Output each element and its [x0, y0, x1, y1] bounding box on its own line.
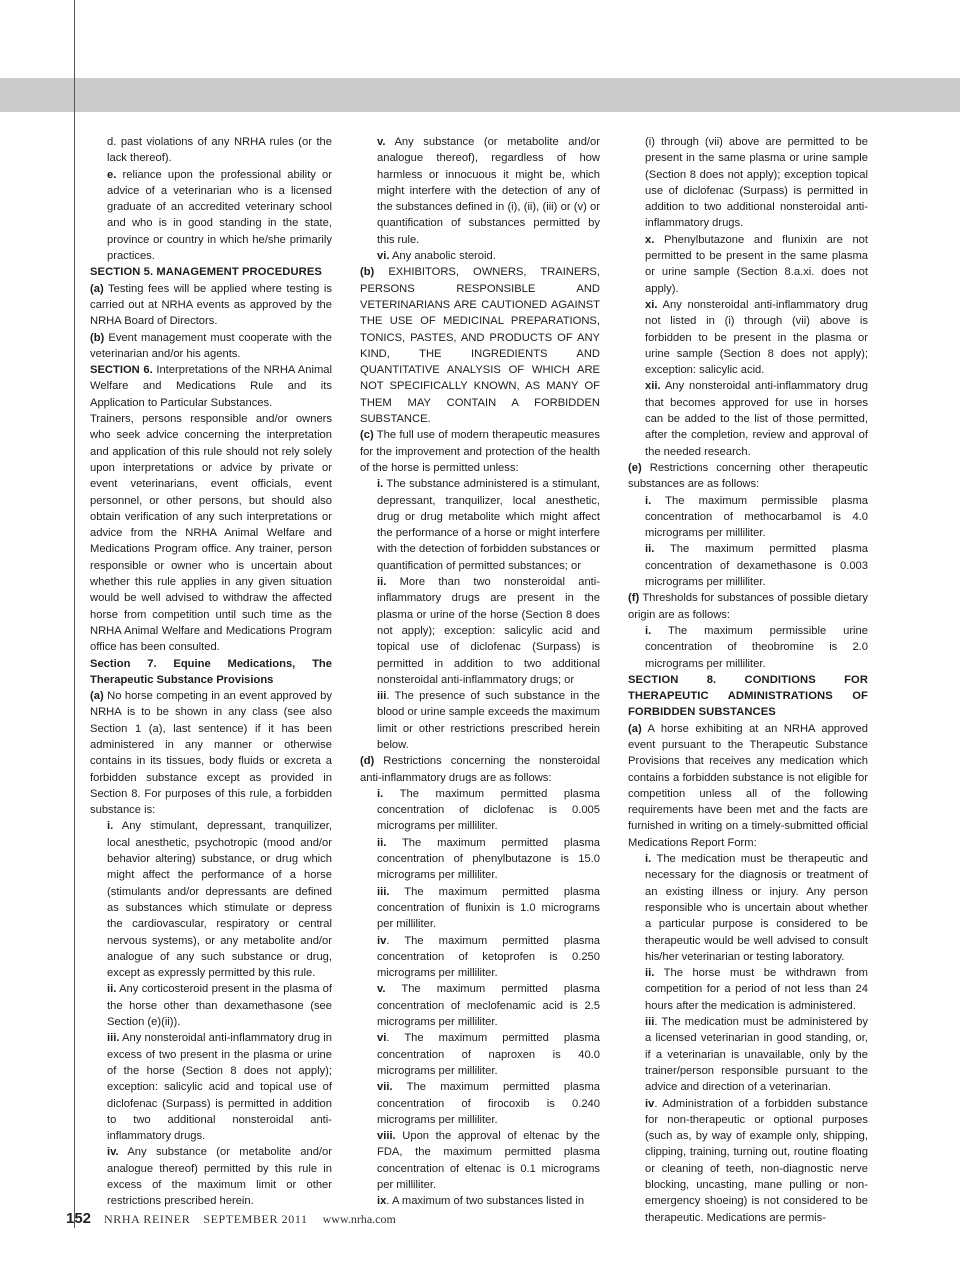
- text: Any anabolic steroid.: [389, 250, 496, 263]
- label: i.: [107, 820, 114, 833]
- paragraph-5b: [90, 330, 332, 363]
- label: iii.: [377, 885, 390, 898]
- section-6-heading: [90, 362, 332, 411]
- paragraph-7d: [360, 753, 600, 786]
- label: SECTION 6.: [90, 364, 153, 377]
- paragraph-8a-ii: [628, 965, 868, 1014]
- paragraph-8a: [628, 721, 868, 851]
- paragraph-7d-xii: [628, 378, 868, 459]
- text: . A maximum of two substances listed in: [386, 1195, 585, 1208]
- paragraph-7f-i: [628, 623, 868, 672]
- text: Any corticosteroid present in the plasma of the horse other than dexamethasone (see Section (e)(ii)).: [107, 983, 332, 1029]
- label: iv: [377, 934, 387, 947]
- text: The maximum permitted plasma concentration of diclofenac is 0.005 micrograms per milliliter.: [377, 787, 600, 833]
- text: Any substance (or metabolite and/or analogue thereof) permitted by this rule in excess of the maximum limit or other restrictions prescribed herein.: [107, 1146, 332, 1208]
- label: (b): [90, 331, 105, 344]
- label: iii: [377, 690, 387, 703]
- text: The maximum permissible plasma concentration of methocarbamol is 4.0 micrograms per milliliter.: [645, 494, 868, 540]
- label: (a): [90, 690, 104, 703]
- paragraph-7d-ii: [360, 835, 600, 884]
- margin-rule: [74, 0, 75, 1228]
- paragraph-7c: [360, 427, 600, 476]
- section-6-body: Trainers, persons responsible and/or owners who seek advice concerning the interpretation and application of this rule should not rely solely upon interpretations or advice by private or event veterinarians, event officials, event personnel, or other persons, but should also obtain verification of any such interpretations or advice from the NRHA Animal Welfare and Medications Program office. Any trainer, person responsible or owner who is uncertain about whether this rule applies in any given situation would be well advised to withdraw the affected horse from competition until such time as the NRHA Animal Welfare and Medications Program office has been consulted.: [90, 413, 332, 654]
- paragraph-7a-vi: [360, 248, 600, 264]
- label: i.: [645, 853, 652, 866]
- paragraph-5a: [90, 281, 332, 330]
- text: Restrictions concerning the nonsteroidal anti-inflammatory drugs are as follows:: [360, 755, 600, 784]
- label: iii.: [107, 1032, 120, 1045]
- label: ii.: [107, 983, 117, 996]
- label: vii.: [377, 1081, 393, 1094]
- text: reliance upon the professional ability or advice of a veterinarian who is a licensed graduate of an accredited veterinary school and who is in good standing in the state, province or country in which he/she primarily practices.: [107, 168, 332, 263]
- label: i.: [377, 478, 384, 491]
- paragraph-7d-i: [360, 786, 600, 835]
- text: The maximum permissible urine concentration of theobromine is 2.0 micrograms per milliliter.: [645, 624, 868, 670]
- paragraph-7a-iv: [90, 1144, 332, 1209]
- text: The medication must be therapeutic and necessary for the diagnosis or treatment of an existing illness or injury. Any person responsible who is uncertain about whether a particular purpose is considered to be therapeutic would be well advised to consult his/her veterinarian or testing laboratory.: [645, 853, 868, 963]
- paragraph-7d-v: [360, 981, 600, 1030]
- label: vi.: [377, 250, 390, 263]
- label: i.: [645, 494, 652, 507]
- label: ii.: [377, 576, 387, 589]
- label: ii.: [645, 543, 655, 556]
- text: d. past violations of any NRHA rules (or the lack thereof).: [107, 136, 332, 165]
- section-5-heading: SECTION 5. MANAGEMENT PROCEDURES: [90, 266, 322, 279]
- label: ii.: [645, 967, 655, 980]
- paragraph-7a-v: [360, 134, 600, 248]
- column-2: [360, 134, 600, 1210]
- label: i.: [377, 787, 384, 800]
- text: Any substance (or metabolite and/or analogue thereof), regardless of how harmless or innocuous it might be, which might interfere with the detection of any of the substances defined in (i), (ii), (iii) or (v) or quantification of substances permitted by this rule.: [377, 136, 600, 246]
- label: xi.: [645, 298, 658, 311]
- text: . The presence of such substance in the blood or urine sample exceeds the maximum limit or other restrictions prescribed herein below.: [377, 690, 600, 751]
- text: Thresholds for substances of possible dietary origin are as follows:: [628, 592, 868, 621]
- text: Any nonsteroidal anti-inflammatory drug not listed in (i) through (vii) above is forbidden to be present in the plasma or urine sample (Section 8 does not apply); exception: salicylic acid.: [645, 298, 868, 377]
- label: v.: [377, 983, 386, 996]
- text: The maximum permitted plasma concentration of meclofenamic acid is 2.5 micrograms per milliliter.: [377, 983, 600, 1029]
- publication-name: NRHA REINER: [104, 1212, 191, 1226]
- text: . The medication must be administered by a licensed veterinarian in good standing, or, if a veterinarian is unavailable, only by the trainer/person responsible pursuant to the advice and direction of a veterinarian.: [645, 1016, 868, 1094]
- website-link[interactable]: www.nrha.com: [322, 1212, 396, 1226]
- header-band: [0, 78, 960, 112]
- label: viii.: [377, 1130, 396, 1143]
- text: Any stimulant, depressant, tranquilizer, local anesthetic, psychotropic (mood and/or behavior altering) substance, or drug which might affect the performance of a horse (stimulants and/or depressants are defined as substances which stimulate or depress the cardiovascular, respiratory or central nervous systems), or any metabolite and/or analogue of any such substance or drug, except as expressly permitted by this rule.: [107, 820, 332, 980]
- label: xii.: [645, 380, 661, 393]
- paragraph-7d-x: [628, 232, 868, 297]
- text: . The maximum permitted plasma concentration of ketoprofen is 0.250 micrograms per milliliter.: [377, 934, 600, 980]
- label: Section 7. Equine Medications, The Therapeutic Substance Provisions: [90, 657, 332, 686]
- text: EXHIBITORS, OWNERS, TRAINERS, PERSONS RESPONSIBLE AND VETERINARIANS ARE CAUTIONED AGAINST THE USE OF MEDICINAL PREPARATIONS, TONICS, PASTES, AND PRODUCTS OF ANY KIND, THE INGREDIENTS AND QUANTITATIVE ANALYSIS OF WHICH ARE NOT SPECIFICALLY KNOWN, AS MANY OF THEM MAY CONTAIN A FORBIDDEN SUBSTANCE.: [360, 266, 600, 426]
- text: Any nonsteroidal anti-inflammatory drug that becomes approved for use in horses can be added to the list of those permitted, after the completion, review and approval of the needed research.: [645, 380, 868, 458]
- paragraph-7a-iii: [90, 1030, 332, 1144]
- text: The maximum permitted plasma concentration of firocoxib is 0.240 micrograms per milliliter.: [377, 1081, 600, 1126]
- paragraph-e: [90, 167, 332, 265]
- label: iv.: [107, 1146, 119, 1159]
- paragraph-7c-i: [360, 476, 600, 574]
- text: Any nonsteroidal anti-inflammatory drug in excess of two present in the plasma or urine of the horse (Section 8 does not apply); exception: salicylic acid and topical use of diclofenac (Surpass) is permitted in addition to two additional nonsteroidal anti-inflammatory drugs.: [107, 1032, 332, 1143]
- text: A horse exhibiting at an NRHA approved event pursuant to the Therapeutic Substance Provisions that receives any medication which contains a forbidden substance is not eligible for competition unless all of the following requirements have been met and the facts are furnished in writing on a timely-submitted official Medications Report Form:: [628, 722, 868, 849]
- paragraph-7d-xi: [628, 297, 868, 378]
- text: Testing fees will be applied where testing is carried out at NRHA events as approved by the NRHA Board of Directors.: [90, 282, 332, 328]
- label: x.: [645, 233, 655, 246]
- page-number: 152: [66, 1210, 92, 1227]
- paragraph-7d-vi: [360, 1030, 600, 1079]
- paragraph-8a-iii: [628, 1014, 868, 1095]
- label: e.: [107, 168, 117, 181]
- column-3: [628, 134, 868, 1226]
- paragraph-7d-ix-cont: (i) through (vii) above are permitted to be present in the same plasma or urine sample (Section 8 does not apply); exception topical use of diclofenac (Surpass) is permitted in addition to two additional nonsteroidal anti-inflammatory drugs.: [645, 136, 868, 230]
- paragraph-7a: [90, 688, 332, 818]
- text: Restrictions concerning other therapeutic substances are as follows:: [628, 461, 868, 491]
- label: (f): [628, 592, 640, 605]
- text: More than two nonsteroidal anti-inflammatory drugs are present in the plasma or urine of the horse (Section 8 does not apply); exception: salicylic acid and topical use of diclofenac (Surpass) is permitted in addition to two additional nonsteroidal anti-inflammatory drugs; or: [377, 576, 600, 686]
- paragraph-7c-ii: [360, 574, 600, 688]
- text: . Administration of a forbidden substance for non-therapeutic or optional purposes (such as, by way of example only, shipping, clipping, training, turning out, routine floating or cleaning of teeth, non-diagnostic nerve blocking, uncasting, mane pulling or non-emergency shoeing) is not considered to be therapeutic. Medications are permis-: [645, 1097, 868, 1224]
- label: (a): [628, 722, 642, 735]
- label: vi: [377, 1032, 387, 1045]
- label: ii.: [377, 836, 387, 849]
- text: No horse competing in an event approved by NRHA is to be shown in any class (see also Section 1 (a), last sentence) if it has been administered in any manner or otherwise contains in its tissues, body fluids or excreta a forbidden substance except as provided in Section 8. For purposes of this rule, a forbidden substance is:: [90, 690, 332, 817]
- paragraph-8a-iv: [628, 1096, 868, 1226]
- paragraph-7e: [628, 460, 868, 493]
- page-footer: [66, 1210, 396, 1232]
- issue-date: SEPTEMBER 2011: [203, 1212, 308, 1226]
- label: iv: [645, 1097, 655, 1110]
- paragraph-d: [90, 134, 332, 167]
- paragraph-7b: [360, 264, 600, 427]
- section-8-heading: SECTION 8. CONDITIONS FOR THERAPEUTIC ADMINISTRATIONS OF FORBIDDEN SUBSTANCES: [628, 673, 868, 719]
- paragraph-7e-ii: [628, 541, 868, 590]
- text: The maximum permitted plasma concentration of phenylbutazone is 15.0 micrograms per milliliter.: [377, 836, 600, 882]
- paragraph-7c-iii: [360, 688, 600, 753]
- text: Event management must cooperate with the veterinarian and/or his agents.: [90, 331, 332, 360]
- label: (a): [90, 282, 104, 295]
- label: ix: [377, 1195, 387, 1208]
- label: (d): [360, 755, 375, 768]
- label: (c): [360, 429, 374, 442]
- text: Interpretations of the NRHA Animal Welfare and Medications Rule and its Application to Particular Substances.: [90, 364, 332, 409]
- label: iii: [645, 1016, 655, 1029]
- paragraph-7d-viii: [360, 1128, 600, 1193]
- section-7-heading: [90, 656, 332, 689]
- text: . The maximum permitted plasma concentration of naproxen is 40.0 micrograms per milliliter.: [377, 1032, 600, 1077]
- paragraph-8a-i: [628, 851, 868, 965]
- paragraph-7d-iv: [360, 933, 600, 982]
- label: (e): [628, 461, 642, 474]
- text: The maximum permitted plasma concentration of flunixin is 1.0 micrograms per milliliter.: [377, 885, 600, 931]
- paragraph-7e-i: [628, 493, 868, 542]
- label: v.: [377, 136, 386, 148]
- text: The horse must be withdrawn from competition for a period of not less than 24 hours after the medication is administered.: [645, 967, 868, 1012]
- text: Phenylbutazone and flunixin are not permitted to be present in the same plasma or urine sample (Section 8.a.xi. does not apply).: [645, 233, 868, 295]
- text: The full use of modern therapeutic measures for the improvement and protection of the health of the horse is permitted unless:: [360, 429, 600, 474]
- paragraph-7f: [628, 590, 868, 623]
- paragraph-7d-ix: [360, 1193, 600, 1209]
- column-1: [90, 134, 332, 1210]
- paragraph-7a-i: [90, 818, 332, 981]
- label: i.: [645, 624, 652, 637]
- paragraph-7d-vii: [360, 1079, 600, 1128]
- text: Upon the approval of eltenac by the FDA, the maximum permitted plasma concentration of eltenac is 0.1 micrograms per milliliter.: [377, 1130, 600, 1191]
- text: The substance administered is a stimulant, depressant, tranquilizer, local anesthetic, drug or drug metabolite which might affect the performance of a horse or might interfere with the detection of forbidden substances or quantification of permitted substances; or: [377, 478, 600, 572]
- text: The maximum permitted plasma concentration of dexamethasone is 0.003 micrograms per milliliter.: [645, 543, 868, 589]
- paragraph-7d-iii: [360, 884, 600, 933]
- paragraph-7a-ii: [90, 981, 332, 1030]
- label: (b): [360, 266, 375, 279]
